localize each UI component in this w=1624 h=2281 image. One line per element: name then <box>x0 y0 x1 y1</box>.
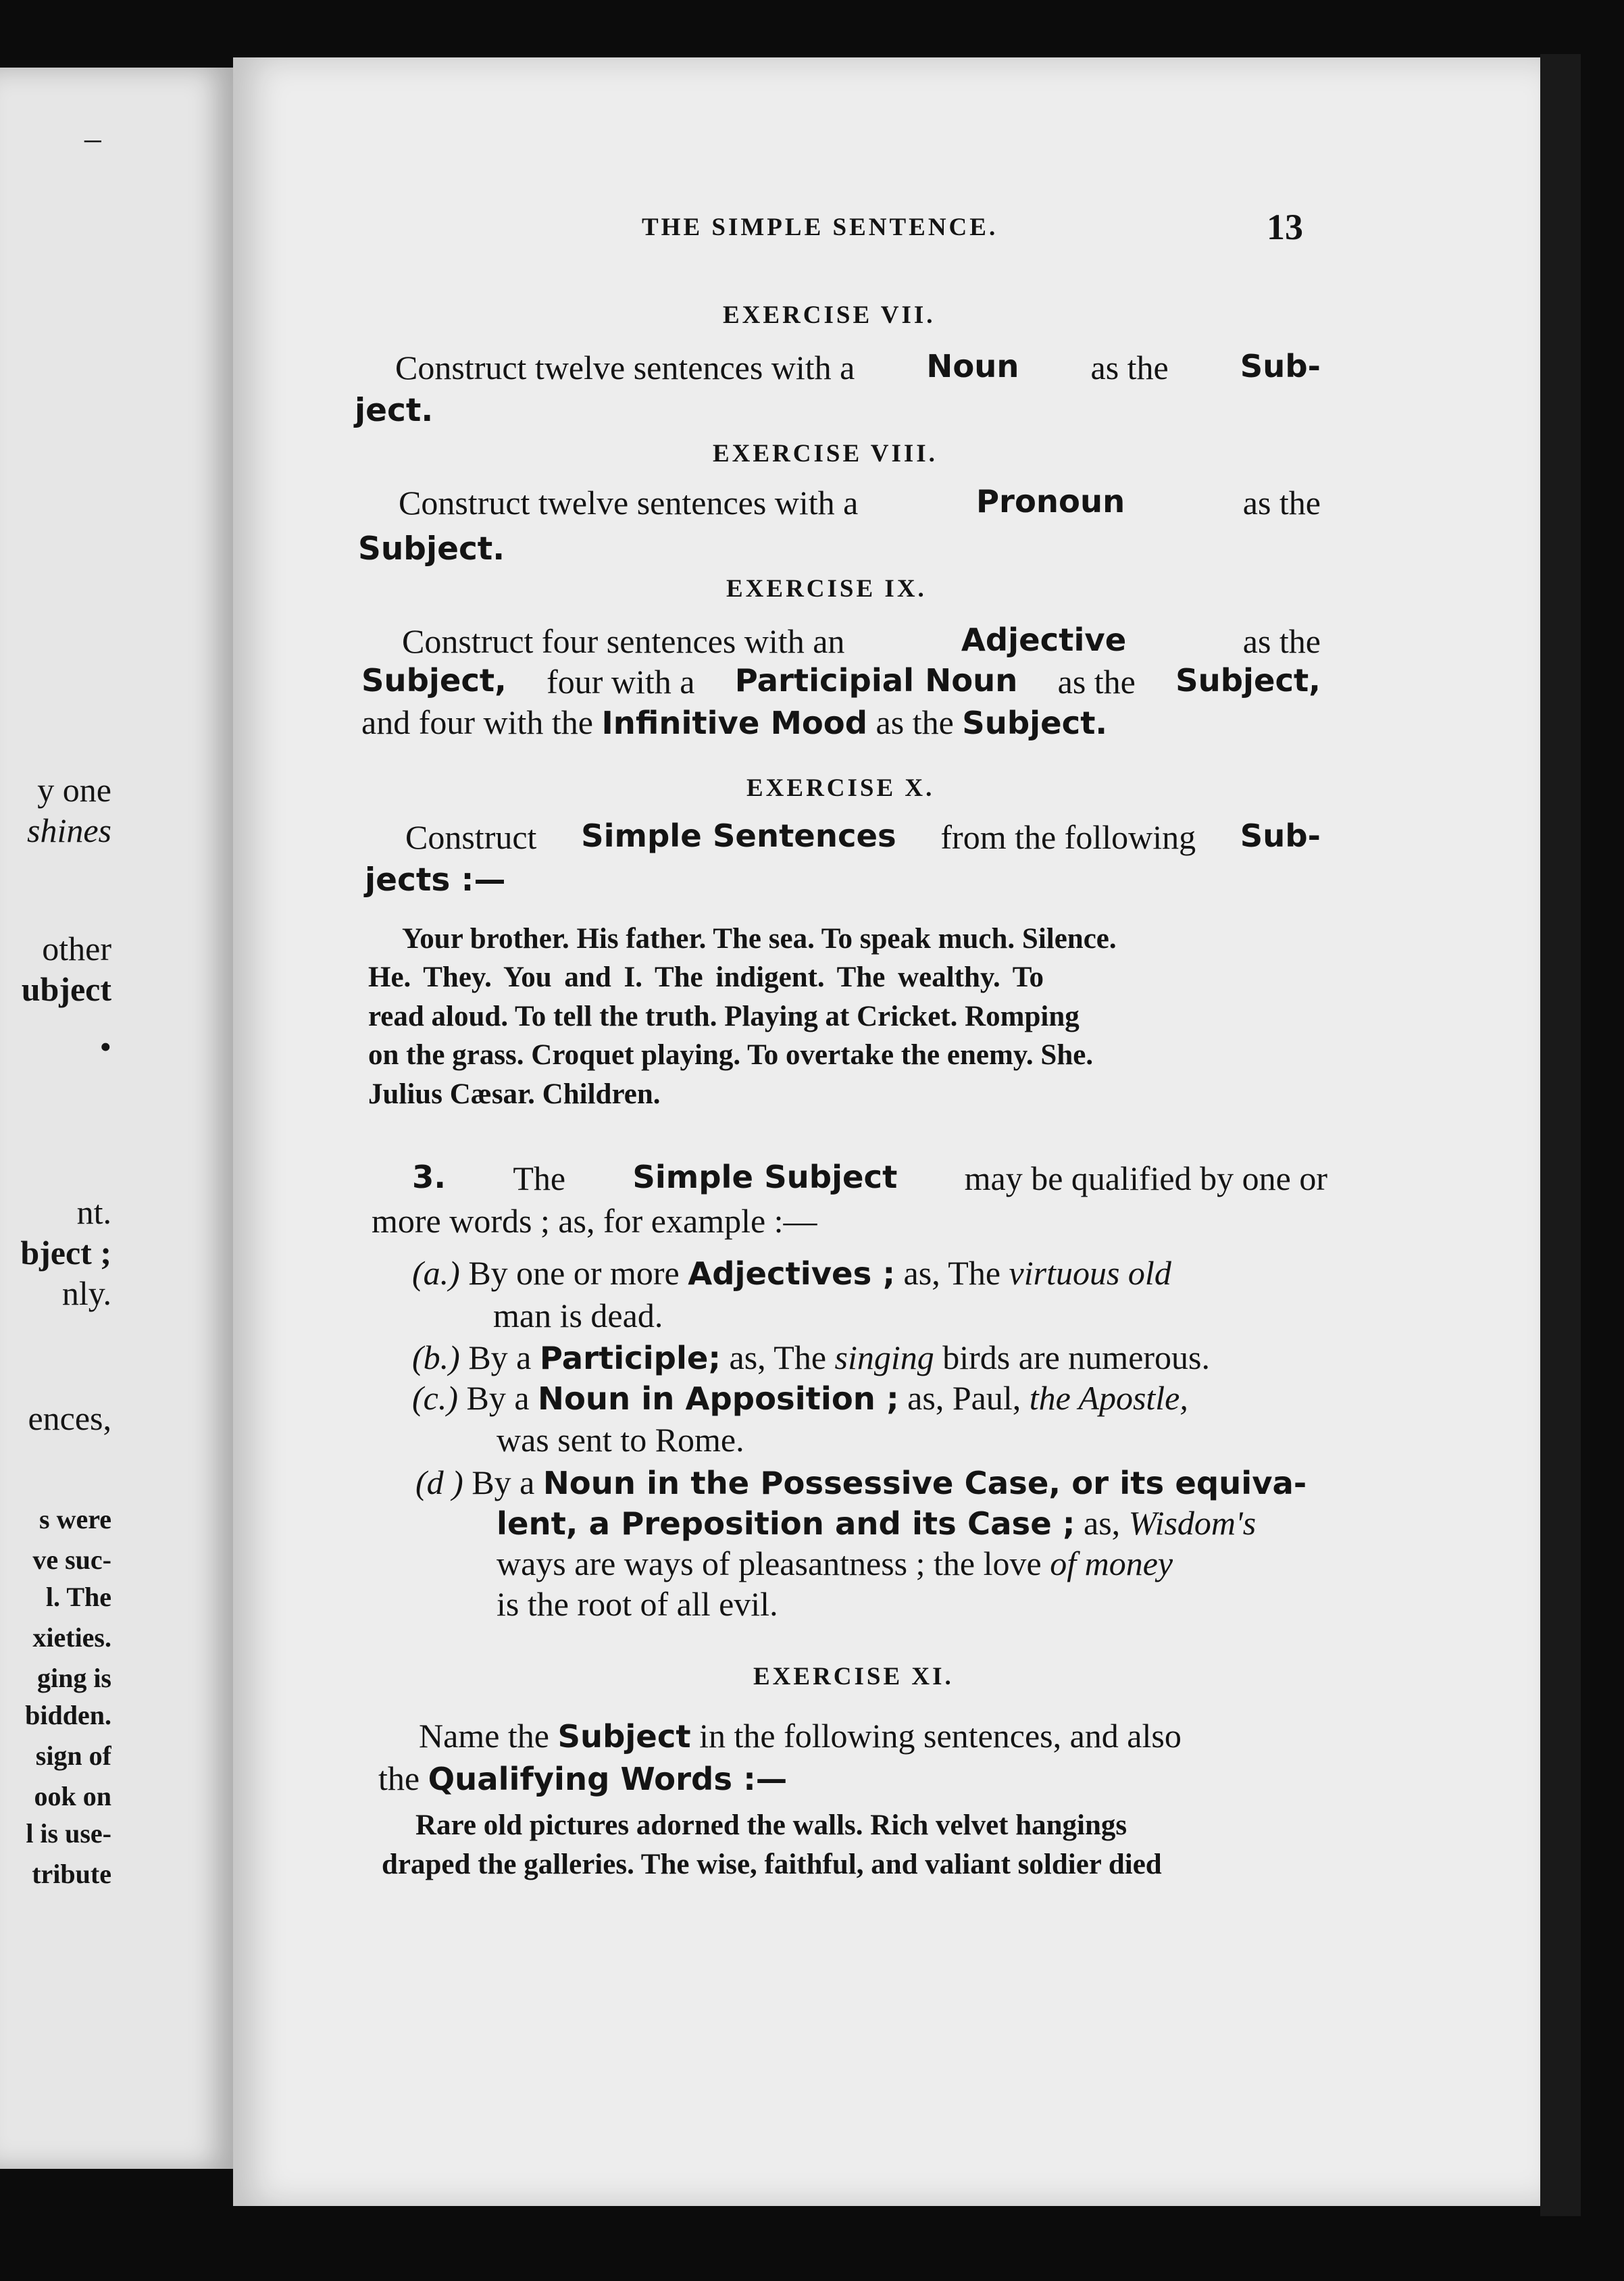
left-page-line: y one <box>37 771 111 809</box>
text: as the <box>1090 349 1169 386</box>
text: the <box>378 1759 420 1797</box>
bold-term: Pronoun <box>975 483 1125 520</box>
left-page-line: s were <box>39 1504 111 1534</box>
bold-term: Adjectives ; <box>688 1255 896 1292</box>
item-c-line-1 <box>412 1378 1188 1418</box>
text: Name the <box>419 1717 549 1755</box>
item-d-line-4: is the root of all evil. <box>497 1585 778 1623</box>
text: By a <box>468 1338 532 1376</box>
exercise-ix-line-2 <box>361 662 1321 701</box>
item-b-line-1 <box>412 1338 1210 1377</box>
exercise-viii-line-1 <box>399 483 1321 522</box>
left-page-line: ging is <box>36 1663 111 1693</box>
exercise-ix-title: EXERCISE IX. <box>726 575 927 603</box>
bold-term: Participle; <box>539 1340 721 1376</box>
book-edge <box>1540 54 1581 2216</box>
text: Construct four sentences with an <box>402 622 845 660</box>
exercise-xi-line-1 <box>419 1716 1182 1755</box>
left-page-line: l is use- <box>26 1818 111 1849</box>
left-page-line: – <box>84 119 101 157</box>
item-d-line-2 <box>497 1503 1256 1543</box>
text: and four with the <box>361 703 593 741</box>
text: as, The <box>903 1254 1001 1292</box>
exercise-x-line-2: jects :— <box>365 861 506 899</box>
left-page-line: nly. <box>61 1274 111 1312</box>
text: By a <box>472 1463 535 1501</box>
exercise-vii-line-1 <box>395 348 1321 387</box>
text: as the <box>876 703 954 741</box>
left-page-line: ubject <box>21 970 111 1008</box>
exercise-viii-line-2: Subject. <box>358 530 505 568</box>
item-d-line-1 <box>415 1463 1306 1502</box>
text: Construct twelve sentences with a <box>395 349 855 386</box>
text: as, Paul, <box>907 1379 1021 1417</box>
exercise-xi-list-line: draped the galleries. The wise, faithful, and valiant soldier died <box>382 1849 1162 1880</box>
text: as the <box>1242 622 1321 660</box>
bold-term: Simple Sentences <box>581 818 896 854</box>
text: By one or more <box>468 1254 680 1292</box>
bold-term: Noun in the Possessive Case, or its equiva- <box>542 1465 1307 1501</box>
exercise-xi-list-line: Rare old pictures adorned the walls. Rich velvet hangings <box>415 1809 1127 1841</box>
text: birds are numerous. <box>942 1338 1210 1376</box>
bold-term: Adjective <box>961 622 1127 658</box>
italic-example: singing <box>834 1338 934 1376</box>
left-page-line: ook on <box>34 1781 111 1811</box>
item-label: (b.) <box>412 1338 460 1376</box>
bold-term: Subject, <box>1175 662 1321 699</box>
item-d-line-3 <box>497 1544 1173 1583</box>
exercise-x-list-line: on the grass. Croquet playing. To overtake the enemy. She. <box>368 1039 1094 1071</box>
running-title: THE SIMPLE SENTENCE. <box>642 214 998 241</box>
italic-example: virtuous old <box>1009 1254 1171 1292</box>
bold-term: Participial Noun <box>734 662 1018 699</box>
exercise-x-line-1 <box>405 818 1321 857</box>
text: as, The <box>729 1338 827 1376</box>
left-page-line: tribute <box>32 1859 111 1889</box>
text: as the <box>1242 484 1321 522</box>
left-page-line: other <box>42 930 111 968</box>
bold-term: Noun <box>926 348 1019 384</box>
section-3-line-1 <box>412 1159 1327 1198</box>
section-number: 3. <box>412 1159 447 1195</box>
bold-term: Sub- <box>1240 818 1321 854</box>
exercise-x-list-line: Julius Cæsar. Children. <box>368 1078 661 1110</box>
page-number: 13 <box>1267 207 1303 247</box>
italic-example: Wisdom's <box>1128 1504 1257 1542</box>
text: Construct <box>405 818 537 856</box>
bold-term: Noun in Apposition ; <box>538 1380 899 1417</box>
exercise-xi-line-2 <box>378 1759 787 1798</box>
left-page-line: shines <box>27 811 111 849</box>
exercise-x-list-line: Your brother. His father. The sea. To speak much. Silence. <box>402 923 1117 955</box>
text: ways are ways of pleasantness ; the love <box>497 1545 1042 1582</box>
text: four with a <box>547 663 695 701</box>
left-page-line: nt. <box>76 1193 111 1231</box>
item-a-line-2: man is dead. <box>493 1297 663 1334</box>
exercise-xi-title: EXERCISE XI. <box>753 1663 954 1690</box>
left-page <box>0 68 236 2169</box>
left-page-line: bject ; <box>20 1234 111 1272</box>
bold-term: Infinitive Mood <box>601 705 868 741</box>
item-label: (a.) <box>412 1254 460 1292</box>
item-c-line-2: was sent to Rome. <box>497 1421 744 1459</box>
italic-example: the Apostle, <box>1029 1379 1188 1417</box>
item-a-line-1 <box>412 1253 1171 1293</box>
text: Construct twelve sentences with a <box>399 484 859 522</box>
left-page-line: l. The <box>45 1582 111 1612</box>
exercise-x-list-line: He. They. You and I. The indigent. The wealthy. To <box>368 961 1044 993</box>
exercise-viii-title: EXERCISE VIII. <box>713 440 938 468</box>
left-page-line: xieties. <box>32 1622 111 1653</box>
section-3-line-2: more words ; as, for example :— <box>372 1202 817 1240</box>
left-page-line: • <box>99 1028 111 1066</box>
left-page-line: ve suc- <box>32 1545 111 1575</box>
exercise-vii-title: EXERCISE VII. <box>723 301 936 329</box>
exercise-ix-line-3 <box>361 703 1107 742</box>
text: as the <box>1057 663 1136 701</box>
bold-term: lent, a Preposition and its Case ; <box>497 1505 1075 1542</box>
text: may be qualified by one or <box>964 1159 1327 1197</box>
left-page-line: sign of <box>35 1740 111 1771</box>
left-page-line: ences, <box>28 1399 111 1437</box>
text: as, <box>1084 1504 1121 1542</box>
left-page-line: bidden. <box>25 1700 111 1730</box>
exercise-ix-line-1 <box>402 622 1321 661</box>
item-label: (c.) <box>412 1379 458 1417</box>
italic-example: of money <box>1050 1545 1173 1582</box>
exercise-x-title: EXERCISE X. <box>746 774 935 802</box>
text: The <box>513 1159 566 1197</box>
bold-term: Subject. <box>962 705 1108 741</box>
exercise-x-list-line: read aloud. To tell the truth. Playing at Cricket. Romping <box>368 1001 1080 1032</box>
text: from the following <box>940 818 1196 856</box>
bold-term: Subject, <box>361 662 507 699</box>
item-label: (d ) <box>415 1463 463 1501</box>
text: in the following sentences, and also <box>699 1717 1182 1755</box>
bold-term: Qualifying Words :— <box>428 1761 788 1797</box>
text: By a <box>466 1379 530 1417</box>
exercise-vii-line-2: ject. <box>355 392 434 429</box>
bold-term: Sub- <box>1240 348 1321 384</box>
bold-term: Subject <box>557 1718 691 1755</box>
bold-term: Simple Subject <box>632 1159 898 1195</box>
